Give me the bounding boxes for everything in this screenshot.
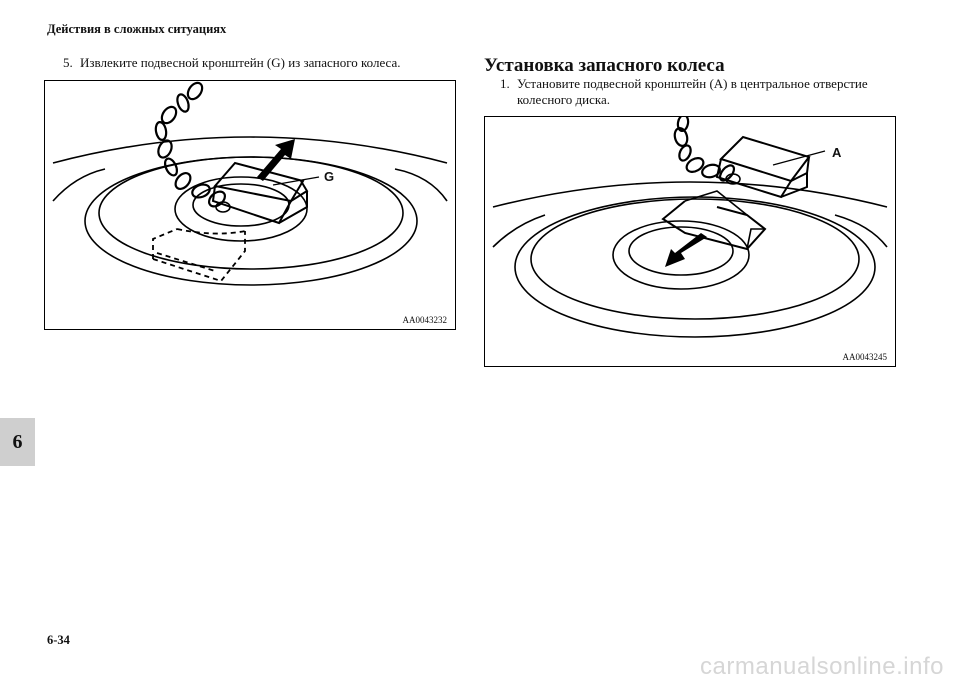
figure-install-bracket — [484, 116, 896, 367]
figure-id: AA0043245 — [842, 352, 887, 362]
illustration-remove-bracket — [45, 81, 455, 329]
section-header: Действия в сложных ситуациях — [47, 22, 227, 36]
figure-id: AA0043232 — [402, 315, 447, 325]
step-5 — [63, 55, 463, 73]
step-1 — [500, 76, 900, 110]
watermark: carmanualsonline.info — [700, 653, 944, 680]
page-number: 6-34 — [47, 633, 70, 647]
step-number: 1. — [500, 76, 510, 91]
step-text: Извлеките подвесной кронштейн (G) из запасного колеса. — [80, 55, 401, 70]
chapter-number: 6 — [12, 430, 23, 453]
step-text-line1: Установите подвесной кронштейн (A) в центральное отверстие — [517, 76, 868, 91]
step-number: 5. — [63, 55, 73, 70]
chapter-tab — [0, 418, 35, 466]
step-text-line2: колесного диска. — [517, 92, 611, 107]
figure-remove-bracket — [44, 80, 456, 330]
figure-label-g: G — [324, 169, 335, 184]
section-title: Установка запасного колеса — [484, 55, 725, 76]
figure-label-a: A — [832, 145, 842, 160]
